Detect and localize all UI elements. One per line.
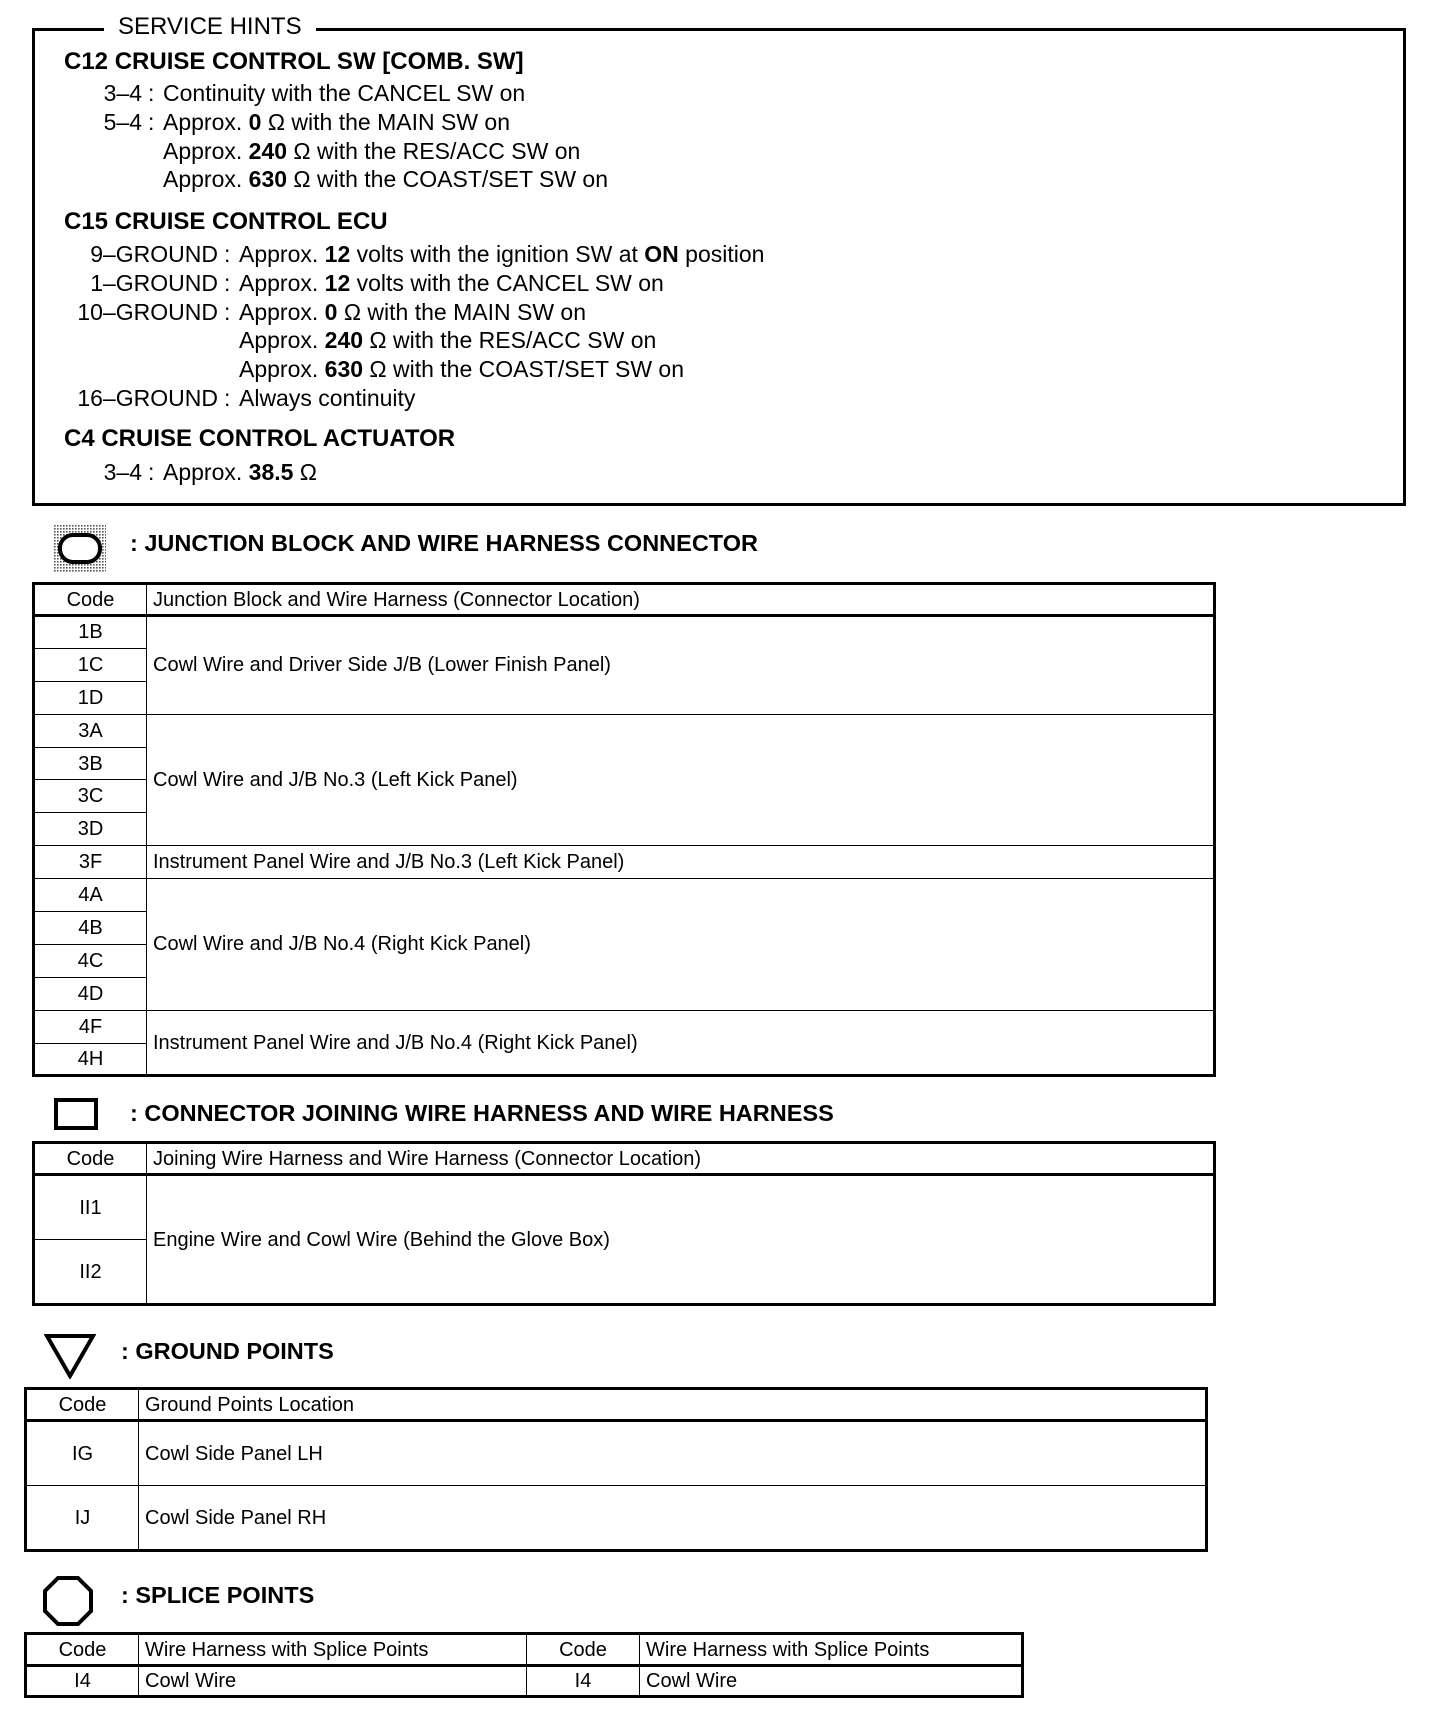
connector-code: 4A	[34, 879, 147, 912]
hint-separator: :	[148, 108, 155, 135]
hint-text: Approx.	[163, 459, 249, 485]
connector-code: 4B	[34, 912, 147, 945]
col-header-code-2: Code	[527, 1634, 640, 1666]
hint-value: 12	[324, 241, 351, 267]
connector-code: 3A	[34, 714, 147, 747]
splice-points-table	[24, 1632, 1024, 1698]
ground-points-table	[24, 1387, 1208, 1552]
hint-text: Ω with the RES/ACC SW on	[363, 327, 657, 354]
connector-code: 3C	[34, 780, 147, 813]
col-header-location: Joining Wire Harness and Wire Harness (Connector Location)	[147, 1143, 1215, 1175]
col-header-code: Code	[26, 1634, 139, 1666]
hint-value: 240	[248, 137, 288, 164]
hint-separator: :	[224, 241, 231, 267]
hint-separator: :	[224, 298, 231, 325]
hint-text: Approx.	[163, 166, 249, 193]
hint-text: Ω with the RES/ACC SW on	[287, 137, 581, 164]
hint-value: 12	[324, 269, 351, 296]
ground-points-heading: : GROUND POINTS	[121, 1338, 334, 1364]
hint-value: 630	[324, 356, 364, 383]
service-hints-title: SERVICE HINTS	[104, 12, 316, 42]
hint-text: Approx.	[239, 269, 325, 296]
table-row	[26, 1421, 1207, 1486]
hint-term: 1–GROUND	[90, 269, 218, 296]
hint-text: volts with the ignition SW at	[350, 241, 645, 267]
hint-text: Approx.	[239, 241, 325, 267]
hint-value: 630	[248, 166, 288, 193]
hint-text: Approx.	[163, 137, 249, 164]
connector-code: 3B	[34, 747, 147, 780]
hint-text: volts with the CANCEL SW on	[350, 269, 664, 296]
col-header-code: Code	[34, 1143, 147, 1175]
col-header-harness: Wire Harness with Splice Points	[139, 1634, 527, 1666]
hint-separator: :	[148, 80, 155, 106]
hint-term: 3–4	[103, 80, 142, 106]
connector-code: II1	[34, 1175, 147, 1240]
junction-block-table	[32, 582, 1216, 1077]
splice-points-heading: : SPLICE POINTS	[121, 1582, 315, 1608]
hint-value: 0	[324, 298, 338, 325]
hint-text: position	[678, 241, 765, 267]
hint-heading-c15: C15 CRUISE CONTROL ECU	[64, 208, 388, 235]
hint-text: Ω with the COAST/SET SW on	[363, 356, 685, 383]
connector-square-icon	[54, 1098, 98, 1130]
col-header-harness-2: Wire Harness with Splice Points	[640, 1634, 1023, 1666]
hint-term: 9–GROUND	[90, 241, 218, 267]
connector-code: 3D	[34, 813, 147, 846]
hint-text: Ω with the COAST/SET SW on	[287, 166, 609, 193]
hint-text: Approx.	[163, 108, 249, 135]
hint-description	[163, 165, 608, 193]
hint-description	[163, 137, 580, 165]
connector-code: 4C	[34, 944, 147, 977]
col-header-location: Ground Points Location	[139, 1389, 1207, 1421]
hint-description	[239, 240, 764, 268]
hint-text: Approx.	[239, 356, 325, 383]
connector-code: 4H	[34, 1043, 147, 1076]
hint-separator: :	[224, 269, 231, 296]
hint-value: 240	[324, 327, 364, 354]
junction-block-heading: : JUNCTION BLOCK AND WIRE HARNESS CONNECTOR	[130, 530, 758, 556]
hint-description	[239, 298, 586, 326]
connector-location: Instrument Panel Wire and J/B No.3 (Left Kick Panel)	[147, 846, 1215, 879]
ground-triangle-icon	[44, 1333, 96, 1379]
connector-code: 4D	[34, 977, 147, 1010]
junction-block-icon	[54, 525, 106, 572]
ground-location: Cowl Side Panel LH	[139, 1421, 1207, 1486]
connector-location: Cowl Wire and J/B No.4 (Right Kick Panel)	[147, 879, 1215, 1011]
hint-description	[163, 79, 525, 107]
splice-code-2: I4	[527, 1666, 640, 1697]
hint-description	[239, 355, 684, 383]
hint-description	[239, 384, 415, 412]
splice-harness-2: Cowl Wire	[640, 1666, 1023, 1697]
table-row	[26, 1486, 1207, 1551]
col-header-location: Junction Block and Wire Harness (Connector Location)	[147, 584, 1215, 616]
col-header-code: Code	[26, 1389, 139, 1421]
hint-description	[163, 458, 317, 486]
connector-location: Engine Wire and Cowl Wire (Behind the Glove Box)	[147, 1175, 1215, 1305]
ground-code: IJ	[26, 1486, 139, 1551]
hint-description	[163, 108, 510, 136]
connector-code: 1C	[34, 648, 147, 681]
ground-code: IG	[26, 1421, 139, 1486]
hint-value: 0	[248, 108, 262, 135]
splice-harness: Cowl Wire	[139, 1666, 527, 1697]
connector-code: II2	[34, 1240, 147, 1305]
splice-code: I4	[26, 1666, 139, 1697]
hint-separator: :	[224, 385, 231, 411]
ground-location: Cowl Side Panel RH	[139, 1486, 1207, 1551]
hint-description	[239, 269, 664, 297]
hint-text: Continuity with the CANCEL SW on	[163, 80, 526, 106]
hint-heading-c12: C12 CRUISE CONTROL SW [COMB. SW]	[64, 48, 524, 75]
splice-octagon-icon	[42, 1575, 94, 1627]
hint-text: Ω with the MAIN SW on	[261, 108, 510, 135]
hint-term: 16–GROUND	[77, 385, 218, 411]
hint-text: Approx.	[239, 327, 325, 354]
hint-term: 5–4	[103, 108, 142, 135]
hint-text: Ω	[293, 459, 318, 485]
hint-term: 10–GROUND	[77, 298, 218, 325]
col-header-code: Code	[34, 584, 147, 616]
connector-code: 3F	[34, 846, 147, 879]
connector-location: Instrument Panel Wire and J/B No.4 (Right Kick Panel)	[147, 1010, 1215, 1076]
connector-location: Cowl Wire and J/B No.3 (Left Kick Panel)	[147, 714, 1215, 846]
hint-separator: :	[148, 459, 155, 485]
connector-joining-table	[32, 1141, 1216, 1306]
hint-text: Approx.	[239, 298, 325, 325]
hint-heading-c4: C4 CRUISE CONTROL ACTUATOR	[64, 425, 456, 452]
connector-location: Cowl Wire and Driver Side J/B (Lower Finish Panel)	[147, 616, 1215, 715]
connector-joining-heading: : CONNECTOR JOINING WIRE HARNESS AND WIRE HARNESS	[130, 1100, 834, 1126]
hint-description	[239, 326, 656, 354]
connector-code: 1B	[34, 616, 147, 649]
hint-value: ON	[644, 241, 679, 267]
hint-text: Ω with the MAIN SW on	[337, 298, 586, 325]
connector-code: 4F	[34, 1010, 147, 1043]
hint-value: 38.5	[248, 459, 294, 485]
hint-text: Always continuity	[239, 385, 416, 411]
hint-term: 3–4	[103, 459, 142, 485]
connector-code: 1D	[34, 681, 147, 714]
